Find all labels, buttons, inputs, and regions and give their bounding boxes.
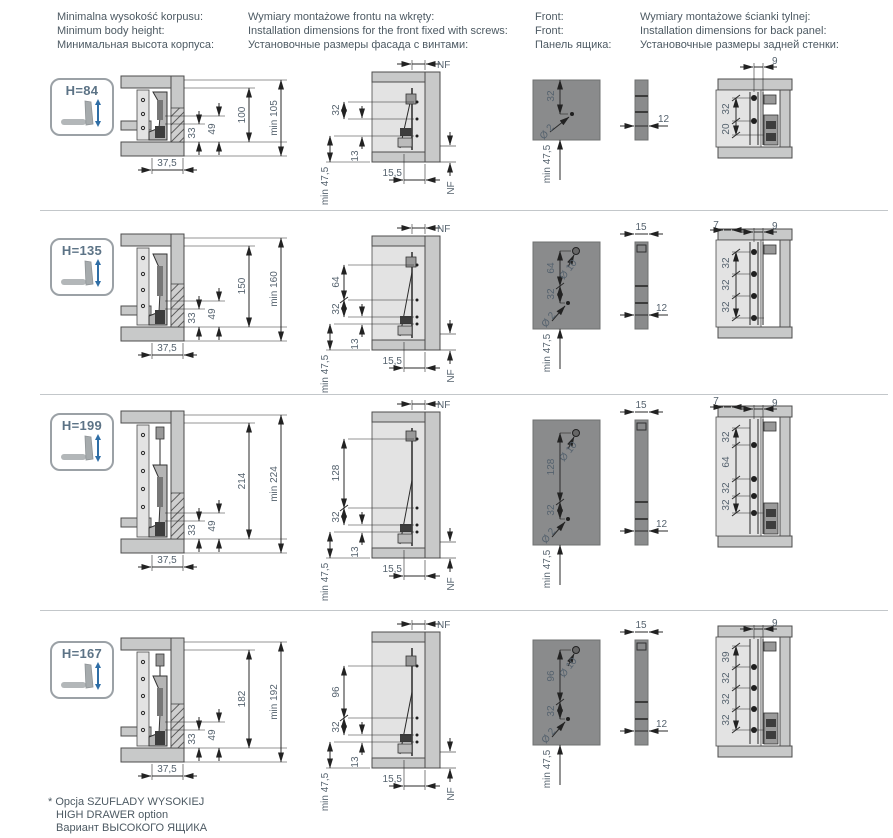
header-front-screws [248, 10, 508, 52]
dim-label-width: 37,5 [157, 158, 177, 169]
dim-label-min: min 47,5 [320, 354, 331, 394]
dim-label-height: 150 [237, 277, 248, 295]
dim-label-height: 214 [237, 472, 248, 490]
header-line: Установочные размеры фасада с винтами: [248, 39, 469, 51]
footnote-line: Вариант ВЫСОКОГО ЯЩИКА [56, 822, 208, 834]
drawer-height-icon [60, 433, 104, 463]
dim-label-top: 64 [331, 276, 342, 288]
dim-label-33: 33 [187, 127, 198, 139]
dim-label-9: 9 [772, 221, 778, 232]
header-line: Installation dimensions for back panel: [640, 25, 827, 37]
dim-label-12: 12 [658, 114, 670, 125]
dim-label-32: 32 [331, 721, 342, 733]
dim-label-13: 13 [350, 546, 361, 558]
dim-label-155: 15,5 [382, 564, 402, 575]
dim-label-15: 15 [635, 222, 647, 233]
dim-label-dia2: Ø 2 [539, 726, 559, 746]
dim-label-min-height: min 224 [269, 466, 280, 502]
dim-label-155: 15,5 [382, 774, 402, 785]
front-panel-face [533, 420, 600, 545]
dim-label-dia2: Ø 2 [539, 310, 559, 330]
dim-label-min: min 47,5 [542, 549, 553, 589]
dim-label-width: 37,5 [157, 764, 177, 775]
dim-label-top: 128 [546, 458, 557, 476]
header-min-body-height [57, 10, 214, 52]
header-line: Минимальная высота корпуса: [57, 39, 215, 51]
front-panel-section [372, 72, 440, 162]
footnote-line: * Opcja SZUFLADY WYSOKIEJ [48, 796, 205, 808]
h199-front-screws-drawing [322, 398, 482, 613]
h167-back-panel-drawing [700, 618, 880, 818]
dim-label-min-height: min 160 [269, 271, 280, 307]
dim-label-min: min 47,5 [542, 749, 553, 789]
drawer-height-icon [60, 98, 104, 128]
dim-label-32: 32 [331, 303, 342, 315]
h167-front-screws-drawing [322, 618, 482, 828]
dim-label-hole-gap: 32 [721, 714, 732, 726]
dim-label-13: 13 [350, 338, 361, 350]
dim-label-155: 15,5 [382, 356, 402, 367]
dim-label-top: 64 [546, 262, 557, 274]
dim-label-dia2: Ø 2 [539, 526, 559, 546]
dim-label-min-height: min 192 [269, 684, 280, 720]
h84-back-panel-drawing [700, 55, 880, 205]
dim-label-9: 9 [772, 398, 778, 409]
header-line: Minimalna wysokość korpusu: [57, 11, 204, 23]
dim-label-nf-top: NF [437, 60, 451, 71]
dim-label-33: 33 [187, 733, 198, 745]
dim-label-155: 15,5 [382, 168, 402, 179]
cabinet-panels [716, 626, 792, 757]
dim-label-min: min 47,5 [542, 333, 553, 373]
row-separator [40, 610, 888, 611]
screw-hole [566, 517, 570, 521]
dim-label-nf-right: NF [446, 181, 457, 195]
dim-label-13: 13 [350, 150, 361, 162]
h84-body-section-drawing [115, 70, 325, 210]
badge-h84 [50, 78, 114, 136]
header-back-panel [640, 10, 839, 52]
h135-body-section-drawing [115, 228, 325, 398]
dim-label-min-height: min 105 [269, 100, 280, 136]
handle-hole [573, 430, 580, 437]
dim-label-nf-top: NF [437, 620, 451, 631]
dim-label-13: 13 [350, 756, 361, 768]
badge-h135 [50, 238, 114, 296]
dim-label-hole-gap: 64 [721, 456, 732, 468]
handle-hole [573, 647, 580, 654]
dim-label-min: min 47,5 [320, 562, 331, 602]
dim-label-nf-right: NF [446, 787, 457, 801]
dim-label-height: 100 [237, 106, 248, 124]
h199-body-section-drawing [115, 405, 325, 610]
dim-label-32: 32 [331, 104, 342, 116]
dim-label-hole-gap: 39 [721, 651, 732, 663]
h199-front-panel-drawing [520, 400, 695, 615]
screw-hole [570, 112, 574, 116]
dim-label-hole-gap: 32 [721, 279, 732, 291]
front-panel-face [533, 640, 600, 745]
drawer-height-icon [60, 258, 104, 288]
h84-front-screws-drawing [322, 58, 482, 216]
dim-label-33: 33 [187, 312, 198, 324]
dim-label-hole-gap: 32 [721, 693, 732, 705]
badge-label: H=135 [61, 243, 103, 258]
h167-front-panel-drawing [520, 620, 695, 830]
dim-label-dia10: Ø 10 [557, 439, 580, 464]
h135-back-panel-drawing [700, 222, 880, 397]
dim-label-hole-gap: 32 [721, 103, 732, 115]
dim-label-32: 32 [546, 288, 557, 300]
badge-h167 [50, 641, 114, 699]
header-line: Minimum body height: [57, 25, 165, 37]
dim-label-7: 7 [713, 220, 719, 231]
badge-label: H=84 [65, 83, 99, 98]
dim-label-49: 49 [207, 729, 218, 741]
dim-label-dia10: Ø 10 [557, 655, 580, 680]
header-front [535, 10, 611, 52]
dim-label-min: min 47,5 [320, 166, 331, 206]
header-line: Wymiary montażowe ścianki tylnej: [640, 11, 811, 23]
dim-label-top: 128 [331, 464, 342, 482]
dim-label-7: 7 [713, 396, 719, 407]
dim-label-49: 49 [207, 123, 218, 135]
header-line: Панель ящика: [535, 39, 612, 51]
dim-label-nf-top: NF [437, 224, 451, 235]
dim-label-hole-gap: 32 [721, 431, 732, 443]
dim-label-dia2: Ø 2 [537, 122, 557, 142]
dim-label-32: 32 [331, 511, 342, 523]
dim-label-15: 15 [635, 620, 647, 631]
back-strip-side-view [620, 234, 668, 329]
dim-label-width: 37,5 [157, 555, 177, 566]
dim-label-32: 32 [546, 504, 557, 516]
dim-label-min: min 47,5 [320, 772, 331, 812]
dim-label-width: 37,5 [157, 343, 177, 354]
dim-label-33: 33 [187, 524, 198, 536]
header-line: Front: [535, 11, 564, 23]
screw-hole [566, 717, 570, 721]
row-separator [40, 394, 888, 395]
dim-label-49: 49 [207, 520, 218, 532]
h167-body-section-drawing [115, 632, 325, 797]
dim-label-12: 12 [656, 303, 668, 314]
badge-h199 [50, 413, 114, 471]
dim-label-nf-right: NF [446, 369, 457, 383]
drawer-height-icon [60, 661, 104, 691]
dim-label-height: 182 [237, 690, 248, 708]
h84-front-panel-drawing [520, 60, 695, 210]
front-panel-face [533, 242, 600, 329]
dim-label-hole-gap: 20 [721, 123, 732, 135]
dim-label-hole-gap: 32 [721, 482, 732, 494]
dim-label-9: 9 [772, 618, 778, 629]
badge-label: H=167 [61, 646, 103, 661]
dim-label-min: min 47,5 [542, 144, 553, 184]
dim-label-top: 96 [546, 670, 557, 682]
dim-label-dia10: Ø 10 [557, 257, 580, 282]
h135-front-panel-drawing [520, 222, 695, 402]
badge-label: H=199 [61, 418, 103, 433]
dim-label-12: 12 [656, 519, 668, 530]
header-line: Wymiary montażowe frontu na wkręty: [248, 11, 435, 23]
row-separator [40, 210, 888, 211]
dim-label-nf-top: NF [437, 400, 451, 411]
header-line: Installation dimensions for the front fixed with screws: [248, 25, 508, 37]
dim-label-32: 32 [546, 90, 557, 102]
dim-label-hole-gap: 32 [721, 499, 732, 511]
dim-label-12: 12 [656, 719, 668, 730]
footnote [48, 796, 207, 835]
dim-label-9: 9 [772, 56, 778, 67]
back-strip-side-view [620, 80, 668, 140]
dim-label-top: 96 [331, 686, 342, 698]
dim-label-32: 32 [546, 705, 557, 717]
dim-label-15: 15 [635, 400, 647, 411]
dim-label-hole-gap: 32 [721, 257, 732, 269]
footnote-line: HIGH DRAWER option [56, 809, 169, 821]
dim-label-49: 49 [207, 308, 218, 320]
dim-label-nf-right: NF [446, 577, 457, 591]
h199-back-panel-drawing [700, 398, 880, 613]
screw-hole [566, 301, 570, 305]
h135-front-screws-drawing [322, 222, 482, 402]
header-line: Front: [535, 25, 564, 37]
header-line: Установочные размеры задней стенки: [640, 39, 839, 51]
dim-label-hole-gap: 32 [721, 301, 732, 313]
dim-label-hole-gap: 32 [721, 672, 732, 684]
handle-hole [573, 248, 580, 255]
